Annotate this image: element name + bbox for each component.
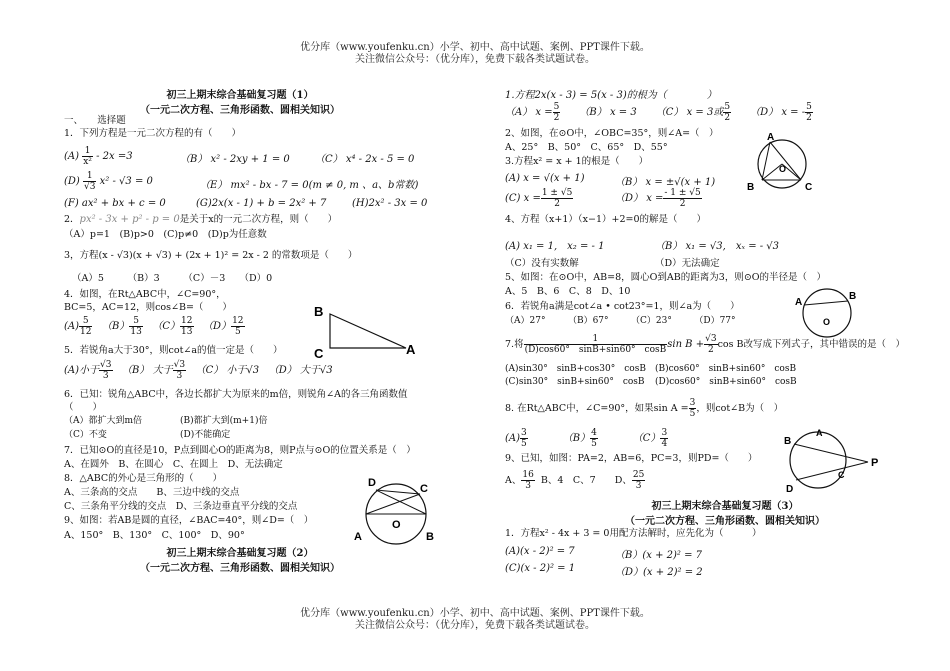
q6-line-2: （ ） bbox=[64, 402, 103, 413]
r1-d-num: 5 bbox=[806, 102, 812, 112]
r7-lead: 7.将 bbox=[505, 339, 524, 350]
r1-a-num: 5 bbox=[553, 102, 560, 112]
r1-b-label: （B） x = 3 bbox=[579, 107, 637, 118]
triangle-label-c: C bbox=[314, 346, 324, 361]
q6-option-d: (D)不能确定 bbox=[180, 430, 231, 440]
r7-option-c: (C)sin30° sinB+sin60° cosB bbox=[505, 377, 645, 387]
q4-d-frac bbox=[231, 316, 244, 337]
q1-option-g: (G)2x(x - 1) + b = 2x² + 7 bbox=[196, 198, 327, 209]
q8-line-1: 8．△ABC的外心是三角形的（ ） bbox=[64, 473, 223, 484]
r3-option-a: (A) x = √(x + 1) bbox=[505, 173, 585, 184]
r1-a-label: （A） x = bbox=[505, 107, 553, 118]
q5-a-num: √3 bbox=[100, 360, 112, 370]
circle-figure-1 bbox=[350, 472, 445, 547]
q3-options: （A）5 （B）3 （C）－3 （D）0 bbox=[72, 273, 273, 284]
r8-b-den: 5 bbox=[591, 439, 597, 449]
r4-option-a: (A) x₁ = 1, x₂ = - 1 bbox=[505, 241, 605, 252]
q1-option-f: (F) ax² + bx + c = 0 bbox=[64, 198, 166, 209]
r3-c-frac bbox=[541, 188, 573, 209]
circle-3-label-a: A bbox=[795, 297, 803, 308]
q4-c-num: 12 bbox=[181, 316, 193, 326]
r8-lead: 8. 在Rt△ABC中，∠C=90°，如果sin A = bbox=[505, 403, 689, 414]
q6-option-c: （C）不变 bbox=[64, 430, 107, 440]
r3-d-label: （D） x = bbox=[615, 193, 664, 204]
q1-option-b: （B） x² - 2xy + 1 = 0 bbox=[180, 154, 290, 165]
r3-d-frac bbox=[663, 188, 701, 209]
q2-tail: 是关于x的一元二次方程，则（ ） bbox=[179, 214, 338, 225]
r1-c-frac bbox=[723, 102, 731, 123]
circle-4-label-c: C bbox=[838, 470, 845, 480]
r9-text: 9、已知，如图：PA=2，AB=6，PC=3，则PD=（ ） bbox=[505, 453, 758, 464]
q4-line-1: 4．如图，在Rt△ABC中，∠C=90°， bbox=[64, 289, 226, 300]
r8-den: 5 bbox=[689, 409, 696, 419]
r3-c-den: 2 bbox=[554, 199, 560, 209]
title-1: 初三上期末综合基础复习题（1） bbox=[166, 90, 314, 101]
q4-b-den: 13 bbox=[130, 327, 142, 337]
subtitle-3: （一元二次方程、三角形函数、圆相关知识） bbox=[625, 516, 825, 527]
r8-c-num: 3 bbox=[661, 428, 668, 438]
q5-c-label: （C） 小于√3 bbox=[195, 365, 260, 376]
circle-1-label-o: O bbox=[392, 519, 401, 531]
circle-4-label-p: P bbox=[871, 457, 879, 469]
circle-figure-2 bbox=[745, 130, 820, 195]
q5-b-frac bbox=[173, 360, 186, 381]
footer-line-2: 关注微信公众号：（优分库），免费下载各类试题试卷。 bbox=[355, 620, 595, 631]
r7-option-b: (B)cos60° sinB+sin60° cosB bbox=[655, 364, 797, 374]
q4-c-den: 13 bbox=[181, 327, 193, 337]
q1-d-den: √3 bbox=[84, 182, 96, 192]
r3-c-num: 1 ± √5 bbox=[541, 188, 573, 198]
subtitle-1: （一元二次方程、三角形函数、圆相关知识） bbox=[140, 105, 340, 116]
q4-b-frac bbox=[129, 316, 142, 337]
q5-a-label: (A)小于 bbox=[64, 365, 100, 376]
circle-1-chord-ac bbox=[366, 494, 420, 514]
triangle-figure bbox=[310, 300, 420, 365]
r8-b-label: （B） bbox=[562, 433, 591, 444]
r7-tail: cos B改写成下列式子，其中错误的是（ ） bbox=[717, 339, 905, 350]
q5-b-den: 3 bbox=[176, 371, 183, 381]
r5-line-1: 5、如图：在⊙O中，AB=8，圆心O到AB的距离为3，则⊙O的半径是（ ） bbox=[505, 272, 827, 283]
q8-line-2: A、三条高的交点 B、三边中线的交点 bbox=[64, 487, 240, 498]
q1-a-den: x² bbox=[83, 157, 92, 167]
r1-c-label: （C） x = 3或 bbox=[655, 107, 724, 118]
circle-4-secant-1 bbox=[794, 444, 868, 462]
r9-d-den: 3 bbox=[635, 481, 642, 491]
q8-line-3: C、三条角平分线的交点 D、三条边垂直平分线的交点 bbox=[64, 501, 298, 512]
circle-figure-4 bbox=[780, 422, 885, 497]
circle-4-secant-2 bbox=[796, 462, 868, 480]
q5-a-den: 3 bbox=[102, 371, 109, 381]
r9-a-label: A、 bbox=[505, 475, 522, 486]
r9-d-frac bbox=[632, 470, 645, 491]
q9-line-2: A、150° B、130° C、100° D、90° bbox=[64, 530, 245, 541]
r4-text: 4、方程（x+1）（x−1）+2=0的解是（ ） bbox=[505, 214, 707, 225]
r1-d-den: 2 bbox=[806, 113, 812, 123]
r7-den-1: (D)cos60° sinB+sin60° cosB bbox=[524, 345, 667, 355]
q2-lead: 2． bbox=[64, 214, 80, 225]
circle-1-label-d: D bbox=[368, 477, 376, 489]
q5-a-frac bbox=[99, 360, 112, 381]
triangle-label-b: B bbox=[314, 304, 324, 319]
r8-a-frac bbox=[520, 428, 528, 449]
q4-d-num: 12 bbox=[232, 316, 244, 326]
q4-a-den: 12 bbox=[80, 327, 92, 337]
r8-a-den: 5 bbox=[521, 439, 527, 449]
section-heading: 一、 选择题 bbox=[64, 115, 126, 126]
q4-d-label: （D） bbox=[203, 321, 232, 332]
r7-num-2: √3 bbox=[705, 334, 717, 344]
q4-b-label: （B） bbox=[102, 321, 130, 332]
r3-c-label: (C) x = bbox=[505, 193, 541, 204]
q6-option-a: （A）都扩大到m倍 bbox=[64, 416, 143, 426]
q1-a-tail: - 2x =3 bbox=[96, 151, 133, 162]
q5-b-num: √3 bbox=[173, 360, 186, 370]
circle-1-label-c: C bbox=[420, 483, 428, 495]
circle-3-label-o: O bbox=[823, 317, 831, 327]
r1-text: 1.方程2x(x - 3) = 5(x - 3)的根为（ ） bbox=[505, 90, 717, 101]
header-line-1: 优分库（www.youfenku.cn）小学、初中、高中试题、案例、PPT课件下载。 bbox=[300, 42, 650, 53]
q1-a-num: 1 bbox=[82, 146, 93, 157]
title-3: 初三上期末综合基础复习题（3） bbox=[651, 501, 799, 512]
r3-text: 3.方程x² = x + 1的根是（ ） bbox=[505, 156, 649, 167]
q2-options: （A）p=1 (B)p>0 (C)p≠0 (D)p为任意数 bbox=[64, 229, 267, 240]
q4-b-num: 5 bbox=[129, 316, 142, 327]
r1-options bbox=[505, 102, 813, 123]
r4-option-b: （B） x₁ = √3, xₓ = - √3 bbox=[655, 241, 780, 252]
r3-option-d bbox=[615, 188, 702, 209]
q1-d-num: 1 bbox=[83, 171, 96, 182]
q1-d-tail: x² - √3 = 0 bbox=[99, 176, 153, 187]
r3-option-b: （B） x = ±√(x + 1) bbox=[615, 177, 716, 188]
q5-options bbox=[64, 360, 333, 381]
header-line-2: 关注微信公众号：（优分库），免费下载各类试题试卷。 bbox=[355, 54, 595, 65]
r3-d-den: 2 bbox=[679, 199, 686, 209]
q4-line-2: BC=5，AC=12，则cos∠B=（ ） bbox=[64, 302, 232, 313]
r8-a-num: 3 bbox=[521, 428, 527, 438]
q1-option-e: （E） mx² - bx - 7 = 0(m ≠ 0, m 、a、b常数) bbox=[200, 180, 419, 191]
r1-d-frac bbox=[805, 102, 813, 123]
r9-options bbox=[505, 470, 645, 491]
r8-num: 3 bbox=[689, 398, 696, 408]
q1-option-c: （C） x⁴ - 2x - 5 = 0 bbox=[315, 154, 415, 165]
r1-c-num: 5 bbox=[724, 102, 731, 112]
q6-line-1: 6．已知：锐角△ABC中，各边长都扩大为原来的m倍，则锐角∠A的各三角函数值 bbox=[64, 389, 408, 400]
r1-a-frac bbox=[553, 102, 561, 123]
q7-line-2: A、在圆外 B、在圆心 C、在圆上 D、无法确定 bbox=[64, 459, 283, 470]
r9-a-frac bbox=[521, 470, 534, 491]
r7-option-a: (A)sin30° sinB+cos30° cosB bbox=[505, 364, 646, 374]
q1-a-label: (A) bbox=[64, 151, 80, 162]
r3-option-c bbox=[505, 188, 573, 209]
r8-c-frac bbox=[660, 428, 668, 449]
title-2: 初三上期末综合基础复习题（2） bbox=[166, 548, 314, 559]
r8-b-num: 4 bbox=[591, 428, 597, 438]
r1-d-label: （D） x = - bbox=[750, 107, 806, 118]
r8-text bbox=[505, 398, 783, 419]
circle-2-label-b: B bbox=[747, 182, 755, 193]
circle-4-label-d: D bbox=[786, 484, 794, 495]
q4-c-frac bbox=[180, 316, 193, 337]
q2-expr: px² - 3x + p² - p = 0 bbox=[79, 214, 180, 225]
r8-c-label: （C） bbox=[632, 433, 661, 444]
q1-d-frac bbox=[83, 171, 96, 192]
r6-text: 6．若锐角a满是cot∠a • cot23°=1，则∠a为（ ） bbox=[505, 301, 740, 312]
q1-option-h: (H)2x² - 3x = 0 bbox=[352, 198, 428, 209]
triangle-shape bbox=[330, 314, 406, 348]
circle-2-label-a: A bbox=[767, 132, 775, 143]
circle-2-chord-ac bbox=[770, 142, 801, 180]
r7-num-1: 1 bbox=[524, 334, 668, 345]
r3-d-num: - 1 ± √5 bbox=[664, 188, 701, 198]
q7-line-1: 7．已知⊙O的直径是10，P点到圆心O的距离为8，则P点与⊙O的位置关系是（ ） bbox=[64, 445, 416, 456]
circle-1-label-a: A bbox=[354, 531, 362, 543]
circle-1-label-b: B bbox=[426, 531, 434, 543]
q4-d-den: 5 bbox=[234, 327, 241, 337]
r10-option-a: (A)(x - 2)² = 7 bbox=[505, 546, 575, 557]
q1-option-a bbox=[64, 146, 133, 167]
r1-c-den: 2 bbox=[724, 113, 731, 123]
circle-figure-3 bbox=[793, 285, 863, 340]
r8-a-label: (A) bbox=[505, 433, 521, 444]
q4-a-label: (A) bbox=[64, 321, 80, 332]
q4-options bbox=[64, 316, 245, 337]
right-column bbox=[475, 0, 950, 671]
r9-a-num: 16 bbox=[522, 470, 534, 480]
r8-tail: ，则cot∠B为（ ） bbox=[696, 403, 784, 414]
q1-option-d bbox=[64, 171, 153, 192]
circle-2-label-c: C bbox=[805, 182, 813, 193]
circle-3-shape bbox=[803, 289, 851, 337]
r9-d-num: 25 bbox=[632, 470, 645, 480]
r8-c-den: 4 bbox=[661, 439, 668, 449]
q3-text: 3，方程(x - √3)(x + √3) + (2x + 1)² = 2x - 2 的常数项是（ ） bbox=[64, 250, 358, 261]
r7-frac-1 bbox=[524, 334, 668, 355]
q1-a-frac bbox=[82, 146, 93, 167]
r7-mid: sin B + bbox=[667, 339, 705, 350]
circle-3-chord-ab bbox=[804, 301, 848, 305]
q4-a-num: 5 bbox=[79, 316, 92, 327]
r6-options: （A）27° （B）67° （C）23° （D）77° bbox=[505, 316, 736, 326]
triangle-label-a: A bbox=[406, 342, 416, 357]
footer-line-1: 优分库（www.youfenku.cn）小学、初中、高中试题、案例、PPT课件下载。 bbox=[300, 608, 650, 619]
subtitle-2: （一元二次方程、三角形函数、圆相关知识） bbox=[140, 563, 340, 574]
r7-frac-2 bbox=[704, 334, 717, 355]
circle-3-label-b: B bbox=[849, 291, 857, 302]
q5-text: 5．若锐角a大于30°，则cot∠a的值一定是（ ） bbox=[64, 345, 283, 356]
r8-b-frac bbox=[590, 428, 598, 449]
r10-option-d: （D）(x + 2)² = 2 bbox=[615, 567, 703, 578]
r2-line-2: A、25° B、50° C、65° D、55° bbox=[505, 142, 668, 153]
r10-option-b: （B）(x + 2)² = 7 bbox=[615, 550, 702, 561]
q4-a-frac bbox=[79, 316, 92, 337]
r1-a-den: 2 bbox=[553, 113, 560, 123]
q9-line-1: 9、如图：若AB是圆的直径，∠BAC=40°，则∠D=（ ） bbox=[64, 515, 314, 526]
r7-option-d: (D)cos60° sinB+sin60° cosB bbox=[655, 377, 797, 387]
q1-text: 1．下列方程是一元二次方程的有（ ） bbox=[64, 128, 242, 139]
r4-option-c: （C）没有实数解 bbox=[505, 258, 579, 269]
q5-d-label: （D） 大于√3 bbox=[268, 365, 333, 376]
r5-line-2: A、5 B、6 C、8 D、10 bbox=[505, 286, 631, 297]
circle-2-label-o: O bbox=[779, 164, 787, 174]
r9-bc-label: B、4 C、7 D、 bbox=[540, 475, 632, 486]
r7-den-2: 2 bbox=[707, 345, 714, 355]
circle-4-label-b: B bbox=[784, 436, 792, 447]
q4-c-label: （C） bbox=[152, 321, 181, 332]
r4-option-d: （D）无法确定 bbox=[655, 258, 720, 269]
q5-b-label: （B） 大于 bbox=[122, 365, 173, 376]
q6-option-b: (B)都扩大到(m+1)倍 bbox=[180, 416, 268, 426]
r9-a-den: 3 bbox=[525, 481, 531, 491]
r10-text: 1．方程x² - 4x + 3 = 0用配方法解时，应先化为（ ） bbox=[505, 528, 762, 539]
q1-d-label: (D) bbox=[64, 176, 80, 187]
r10-option-c: (C)(x - 2)² = 1 bbox=[505, 563, 576, 574]
circle-4-label-a: A bbox=[816, 428, 823, 438]
r8-options bbox=[505, 428, 668, 449]
q2-text bbox=[64, 214, 337, 226]
r2-line-1: 2、如图，在⊙O中，∠OBC=35°，则∠A=（ ） bbox=[505, 128, 719, 139]
